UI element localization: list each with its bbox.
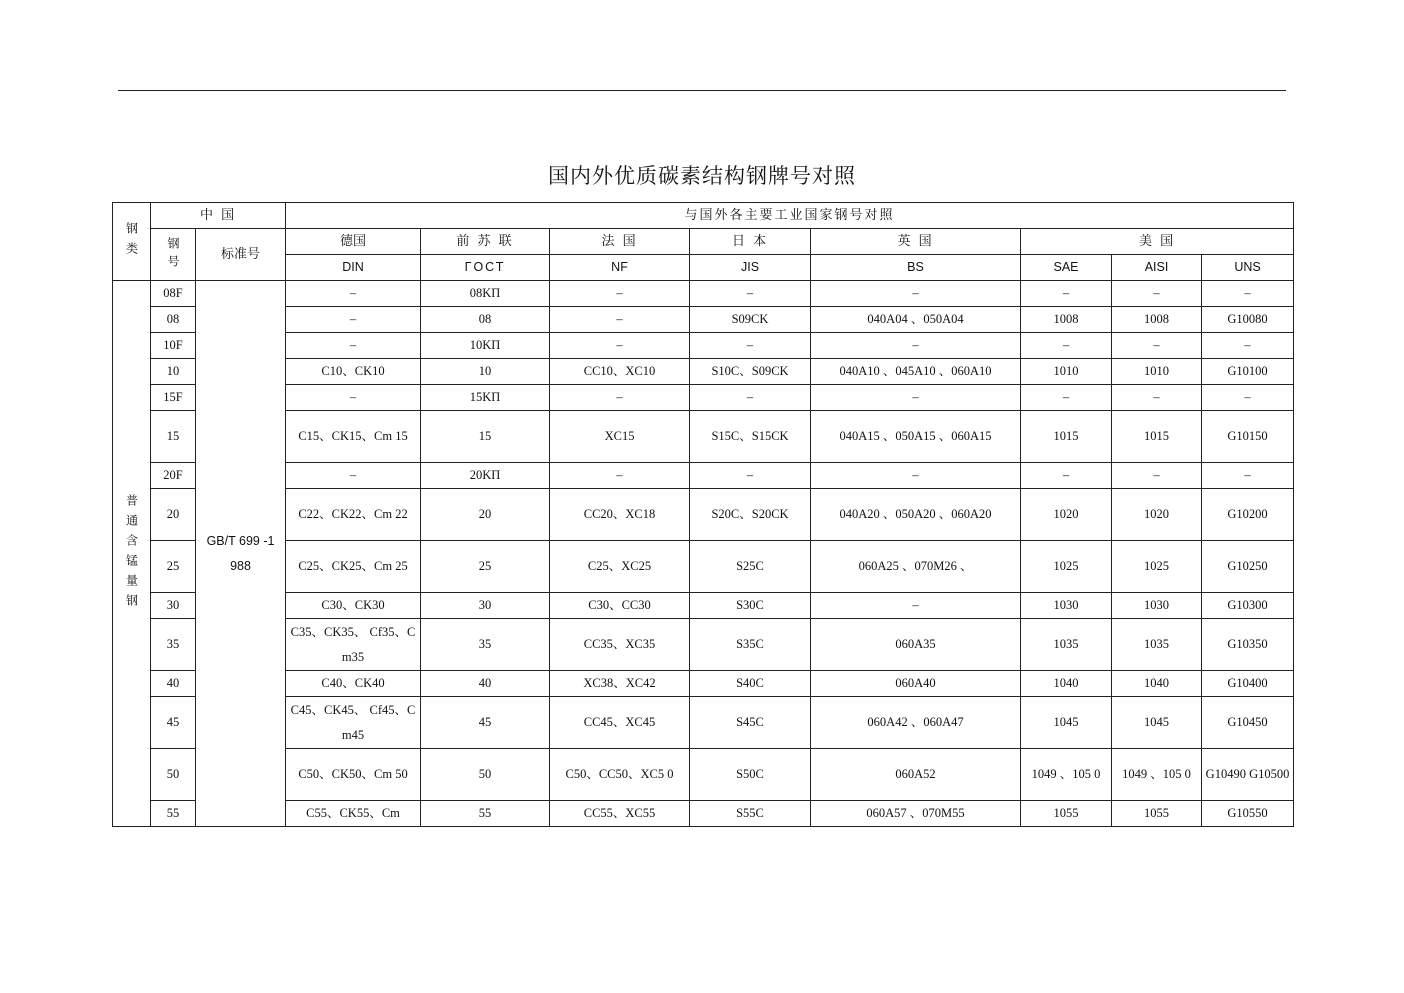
foreign-compare-header: 与国外各主要工业国家钢号对照 (286, 203, 1294, 229)
germany-header: 德国 (286, 229, 421, 255)
gost-cell: 50 (421, 749, 550, 801)
sae-cell: 1049 、105 0 (1021, 749, 1112, 801)
jis-cell: S15C、S15CK (690, 411, 811, 463)
uns-header: UNS (1202, 255, 1294, 281)
jis-cell: – (690, 385, 811, 411)
din-cell: C50、CK50、Cm 50 (286, 749, 421, 801)
din-cell: C45、CK45、 Cf45、Cm45 (286, 697, 421, 749)
din-cell: – (286, 333, 421, 359)
uns-cell: G10490 G10500 (1202, 749, 1294, 801)
gost-cell: 08KП (421, 281, 550, 307)
jis-cell: S50C (690, 749, 811, 801)
uns-cell: G10450 (1202, 697, 1294, 749)
bs-cell: 060A57 、070M55 (811, 801, 1021, 827)
bs-cell: 040A10 、045A10 、060A10 (811, 359, 1021, 385)
bs-cell: – (811, 463, 1021, 489)
grade-cell: 40 (151, 671, 196, 697)
france-code-header: NF (550, 255, 690, 281)
uns-cell: G10150 (1202, 411, 1294, 463)
nf-cell: – (550, 281, 690, 307)
table-row (113, 307, 1294, 333)
aisi-cell: 1030 (1112, 593, 1202, 619)
nf-cell: C25、XC25 (550, 541, 690, 593)
nf-cell: – (550, 385, 690, 411)
uk-header: 英 国 (811, 229, 1021, 255)
table-row (113, 593, 1294, 619)
din-cell: C10、CK10 (286, 359, 421, 385)
japan-header: 日 本 (690, 229, 811, 255)
din-cell: C55、CK55、Cm (286, 801, 421, 827)
steel-group-label: 普通含锰量钢 (113, 281, 151, 827)
gost-cell: 20 (421, 489, 550, 541)
nf-cell: CC10、XC10 (550, 359, 690, 385)
sae-cell: 1010 (1021, 359, 1112, 385)
sae-cell: – (1021, 385, 1112, 411)
gost-cell: 40 (421, 671, 550, 697)
jis-cell: S40C (690, 671, 811, 697)
table-row (113, 333, 1294, 359)
steel-class-header: 钢类 (113, 203, 151, 281)
bs-cell: 060A25 、070M26 、 (811, 541, 1021, 593)
grade-cell: 08 (151, 307, 196, 333)
grade-cell: 50 (151, 749, 196, 801)
header-rule (118, 90, 1286, 91)
gost-cell: 08 (421, 307, 550, 333)
din-cell: – (286, 307, 421, 333)
germany-code-header: DIN (286, 255, 421, 281)
sae-cell: 1030 (1021, 593, 1112, 619)
gost-cell: 55 (421, 801, 550, 827)
china-header: 中 国 (151, 203, 286, 229)
din-cell: C35、CK35、 Cf35、Cm35 (286, 619, 421, 671)
aisi-header: AISI (1112, 255, 1202, 281)
header-row-2 (113, 229, 1294, 255)
bs-cell: – (811, 593, 1021, 619)
bs-cell: 060A52 (811, 749, 1021, 801)
din-cell: C22、CK22、Cm 22 (286, 489, 421, 541)
din-cell: – (286, 385, 421, 411)
gost-cell: 15 (421, 411, 550, 463)
uns-cell: – (1202, 463, 1294, 489)
bs-cell: 060A40 (811, 671, 1021, 697)
table-row (113, 489, 1294, 541)
table-row (113, 411, 1294, 463)
uns-cell: G10550 (1202, 801, 1294, 827)
ussr-code-header: ΓОСТ (421, 255, 550, 281)
nf-cell: – (550, 333, 690, 359)
grade-cell: 20 (151, 489, 196, 541)
bs-cell: – (811, 385, 1021, 411)
france-header: 法 国 (550, 229, 690, 255)
sae-cell: 1035 (1021, 619, 1112, 671)
gost-cell: 10 (421, 359, 550, 385)
bs-cell: – (811, 281, 1021, 307)
grade-cell: 10F (151, 333, 196, 359)
table-row (113, 619, 1294, 671)
gost-cell: 25 (421, 541, 550, 593)
aisi-cell: – (1112, 463, 1202, 489)
sae-cell: 1025 (1021, 541, 1112, 593)
sae-cell: – (1021, 281, 1112, 307)
grade-cell: 45 (151, 697, 196, 749)
aisi-cell: 1025 (1112, 541, 1202, 593)
document-title: 国内外优质碳素结构钢牌号对照 (548, 164, 856, 188)
grade-cell: 20F (151, 463, 196, 489)
grade-cell: 10 (151, 359, 196, 385)
jis-cell: S30C (690, 593, 811, 619)
aisi-cell: 1045 (1112, 697, 1202, 749)
header-row-1 (113, 203, 1294, 229)
japan-code-header: JIS (690, 255, 811, 281)
jis-cell: S35C (690, 619, 811, 671)
table-row (113, 749, 1294, 801)
grade-cell: 15F (151, 385, 196, 411)
aisi-cell: 1040 (1112, 671, 1202, 697)
bs-cell: 040A04 、050A04 (811, 307, 1021, 333)
aisi-cell: 1015 (1112, 411, 1202, 463)
grade-cell: 30 (151, 593, 196, 619)
table-row (113, 385, 1294, 411)
ussr-header: 前 苏 联 (421, 229, 550, 255)
grade-cell: 25 (151, 541, 196, 593)
nf-cell: CC55、XC55 (550, 801, 690, 827)
sae-cell: 1020 (1021, 489, 1112, 541)
uns-cell: G10300 (1202, 593, 1294, 619)
jis-cell: – (690, 463, 811, 489)
sae-cell: – (1021, 333, 1112, 359)
gost-cell: 35 (421, 619, 550, 671)
din-cell: C30、CK30 (286, 593, 421, 619)
uns-cell: – (1202, 385, 1294, 411)
table-row (113, 671, 1294, 697)
standard-number-cell: GB/T 699 -1988 (196, 281, 286, 827)
gost-cell: 10KП (421, 333, 550, 359)
uns-cell: – (1202, 281, 1294, 307)
sae-cell: – (1021, 463, 1112, 489)
grade-cell: 55 (151, 801, 196, 827)
sae-cell: 1015 (1021, 411, 1112, 463)
sae-header: SAE (1021, 255, 1112, 281)
nf-cell: XC15 (550, 411, 690, 463)
grade-cell: 08F (151, 281, 196, 307)
sae-cell: 1008 (1021, 307, 1112, 333)
jis-cell: S10C、S09CK (690, 359, 811, 385)
uns-cell: G10250 (1202, 541, 1294, 593)
bs-cell: 060A35 (811, 619, 1021, 671)
jis-cell: S25C (690, 541, 811, 593)
nf-cell: C50、CC50、XC5 0 (550, 749, 690, 801)
din-cell: – (286, 463, 421, 489)
standard-header: 标准号 (196, 229, 286, 281)
nf-cell: CC20、XC18 (550, 489, 690, 541)
nf-cell: – (550, 463, 690, 489)
sae-cell: 1045 (1021, 697, 1112, 749)
bs-cell: 040A20 、050A20 、060A20 (811, 489, 1021, 541)
grade-cell: 15 (151, 411, 196, 463)
aisi-cell: 1010 (1112, 359, 1202, 385)
aisi-cell: 1049 、105 0 (1112, 749, 1202, 801)
nf-cell: C30、CC30 (550, 593, 690, 619)
jis-cell: S45C (690, 697, 811, 749)
bs-cell: – (811, 333, 1021, 359)
bs-cell: 040A15 、050A15 、060A15 (811, 411, 1021, 463)
jis-cell: S09CK (690, 307, 811, 333)
aisi-cell: 1055 (1112, 801, 1202, 827)
header-row-3 (113, 255, 1294, 281)
jis-cell: S20C、S20CK (690, 489, 811, 541)
gost-cell: 20KП (421, 463, 550, 489)
din-cell: C15、CK15、Cm 15 (286, 411, 421, 463)
uk-code-header: BS (811, 255, 1021, 281)
sae-cell: 1055 (1021, 801, 1112, 827)
jis-cell: – (690, 333, 811, 359)
table-row (113, 359, 1294, 385)
din-cell: C40、CK40 (286, 671, 421, 697)
gost-cell: 30 (421, 593, 550, 619)
uns-cell: G10200 (1202, 489, 1294, 541)
gost-cell: 45 (421, 697, 550, 749)
table-row (113, 541, 1294, 593)
din-cell: – (286, 281, 421, 307)
aisi-cell: – (1112, 333, 1202, 359)
jis-cell: S55C (690, 801, 811, 827)
table-row (113, 463, 1294, 489)
bs-cell: 060A42 、060A47 (811, 697, 1021, 749)
table-row (113, 281, 1294, 307)
aisi-cell: 1008 (1112, 307, 1202, 333)
steel-grade-table (112, 202, 1294, 827)
table-row (113, 697, 1294, 749)
table-row (113, 801, 1294, 827)
jis-cell: – (690, 281, 811, 307)
usa-header: 美 国 (1021, 229, 1294, 255)
aisi-cell: – (1112, 281, 1202, 307)
uns-cell: G10350 (1202, 619, 1294, 671)
aisi-cell: 1020 (1112, 489, 1202, 541)
nf-cell: CC45、XC45 (550, 697, 690, 749)
sae-cell: 1040 (1021, 671, 1112, 697)
uns-cell: G10400 (1202, 671, 1294, 697)
nf-cell: XC38、XC42 (550, 671, 690, 697)
aisi-cell: 1035 (1112, 619, 1202, 671)
din-cell: C25、CK25、Cm 25 (286, 541, 421, 593)
nf-cell: – (550, 307, 690, 333)
nf-cell: CC35、XC35 (550, 619, 690, 671)
aisi-cell: – (1112, 385, 1202, 411)
uns-cell: G10080 (1202, 307, 1294, 333)
gost-cell: 15KП (421, 385, 550, 411)
grade-cell: 35 (151, 619, 196, 671)
grade-header: 钢号 (151, 229, 196, 281)
uns-cell: G10100 (1202, 359, 1294, 385)
uns-cell: – (1202, 333, 1294, 359)
